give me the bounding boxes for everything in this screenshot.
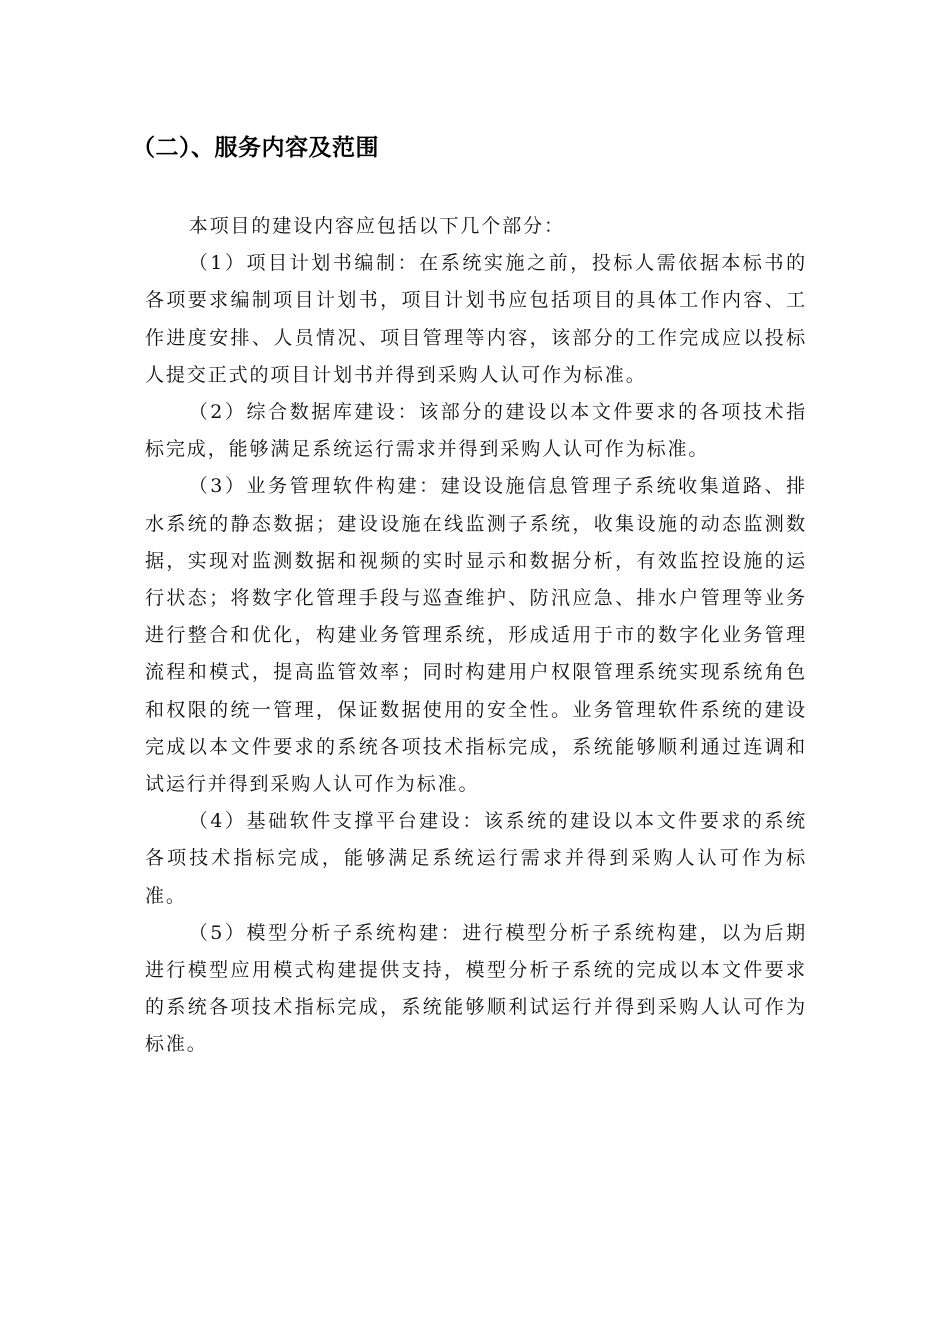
item-paragraph-2: （2）综合数据库建设：该部分的建设以本文件要求的各项技术指标完成，能够满足系统运行需求并得到采购人认可作为标准。 bbox=[145, 401, 807, 461]
section-heading: （二）、服务内容及范围 bbox=[132, 135, 379, 161]
item-paragraph-1: （1）项目计划书编制：在系统实施之前，投标人需依据本标书的各项要求编制项目计划书，项目计划书应包括项目的具体工作内容、工作进度安排、人员情况、项目管理等内容，该部分的工作完成应以投标人提交正式的项目计划书并得到采购人认可作为标准。 bbox=[145, 252, 807, 386]
intro-paragraph: 本项目的建设内容应包括以下几个部分： bbox=[188, 215, 565, 237]
item-paragraph-4: （4）基础软件支撑平台建设：该系统的建设以本文件要求的系统各项技术指标完成，能够满足系统运行需求并得到采购人认可作为标准。 bbox=[145, 810, 807, 907]
item-paragraph-5: （5）模型分析子系统构建：进行模型分析子系统构建，以为后期进行模型应用模式构建提供支持，模型分析子系统的完成以本文件要求的系统各项技术指标完成，系统能够顺利试运行并得到采购人认可作为标准。 bbox=[145, 921, 807, 1056]
section-body bbox=[145, 208, 807, 1064]
item-paragraph-3: （3）业务管理软件构建：建设设施信息管理子系统收集道路、排水系统的静态数据；建设设施在线监测子系统，收集设施的动态监测数据，实现对监测数据和视频的实时显示和数据分析，有效监控设施的运行状态；将数字化管理手段与巡查维护、防汛应急、排水户管理等业务进行整合和优化，构建业务管理系统，形成适用于市的数字化业务管理流程和模式，提高监管效率；同时构建用户权限管理系统实现系统角色和权限的统一管理，保证数据使用的安全性。业务管理软件系统的建设完成以本文件要求的系统各项技术指标完成，系统能够顺利通过连调和试运行并得到采购人认可作为标准。 bbox=[145, 475, 807, 796]
